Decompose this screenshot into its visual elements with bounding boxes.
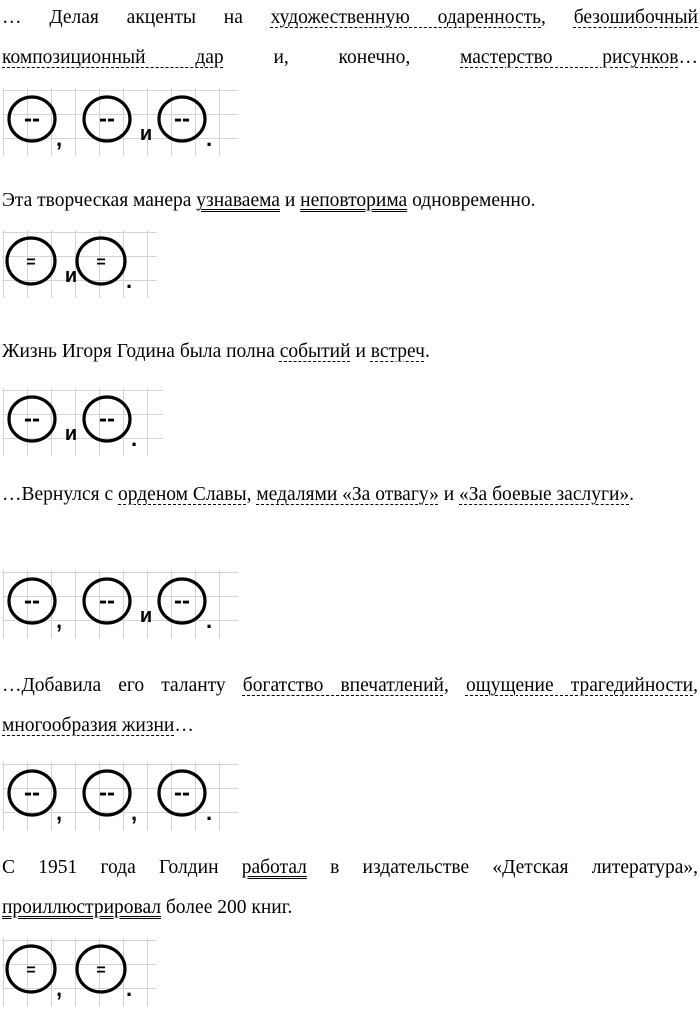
homogeneous-predicate: узнаваема <box>196 190 280 211</box>
sentence-scheme-1 <box>0 86 270 166</box>
text-run: Эта творческая манера <box>2 190 197 211</box>
member-mark: -- <box>99 587 115 615</box>
homogeneous-member: медалями «За отвагу» <box>256 484 439 505</box>
member-mark: -- <box>24 105 40 133</box>
homogeneous-member: орденом Славы <box>118 484 247 505</box>
homogeneous-member: богатство впечатлений <box>242 675 444 696</box>
homogeneous-member: ощущение трагедийности <box>465 675 694 696</box>
text-run: более 200 книг. <box>161 897 293 918</box>
text-run: и <box>438 484 460 505</box>
punctuation-mark: . <box>205 800 213 825</box>
paragraph-1 <box>2 0 698 78</box>
conjunction-mark: и <box>139 123 153 145</box>
punctuation-mark: , <box>130 800 138 825</box>
text-run: , <box>246 484 257 505</box>
homogeneous-member-circle <box>7 946 55 992</box>
member-mark: -- <box>99 405 115 433</box>
sentence-scheme-2 <box>0 228 270 308</box>
paragraph-2 <box>2 181 698 221</box>
scheme-drawing <box>0 228 159 302</box>
homogeneous-member-circle <box>9 579 55 623</box>
member-mark: = <box>96 254 106 271</box>
member-mark: -- <box>24 779 40 807</box>
homogeneous-member: «За боевые заслуги» <box>459 484 630 505</box>
text-run: … <box>678 47 698 68</box>
punctuation-mark: . <box>205 126 213 151</box>
text-run: одновременно. <box>407 190 536 211</box>
homogeneous-member: мастерство рисунков <box>460 47 679 68</box>
member-mark: -- <box>24 405 40 433</box>
conjunction-mark: и <box>139 605 153 627</box>
member-mark: = <box>26 254 36 271</box>
homogeneous-member-circle <box>77 946 125 992</box>
punctuation-mark: . <box>125 976 133 1001</box>
scheme-drawing <box>0 386 165 460</box>
member-mark: -- <box>99 779 115 807</box>
text-run: С 1951 года Голдин <box>2 857 242 878</box>
homogeneous-predicate: проиллюстрировал <box>2 897 162 918</box>
homogeneous-member: художественную одаренность <box>270 7 542 28</box>
punctuation-mark: , <box>55 800 63 825</box>
homogeneous-member: безошибочный композиционный дар <box>2 7 698 68</box>
conjunction-mark: и <box>64 265 78 287</box>
text-run: …Вернулся с <box>2 484 119 505</box>
conjunction-mark: и <box>64 423 78 445</box>
scheme-drawing <box>0 568 240 642</box>
punctuation-mark: . <box>125 268 133 293</box>
text-run: . <box>424 341 430 362</box>
homogeneous-member-circle <box>7 238 55 284</box>
paragraph-6 <box>2 848 698 928</box>
sentence-scheme-4 <box>0 568 270 648</box>
text-run: . <box>629 484 635 505</box>
sentence-scheme-5 <box>0 760 270 840</box>
homogeneous-member: встреч <box>370 341 425 362</box>
text-run: …Добавила его таланту <box>2 675 243 696</box>
punctuation-mark: , <box>55 976 63 1001</box>
sentence-scheme-6 <box>0 936 270 1016</box>
punctuation-mark: , <box>55 608 63 633</box>
sentence-scheme-3 <box>0 386 270 466</box>
text-run: … Делая акценты на <box>2 7 271 28</box>
homogeneous-member-circle <box>77 238 125 284</box>
text-run: , <box>693 675 698 696</box>
scheme-drawing <box>0 86 240 160</box>
homogeneous-predicate: неповторима <box>300 190 408 211</box>
text-run: в издательстве «Детская литература», <box>306 857 698 878</box>
punctuation-mark: . <box>130 426 138 451</box>
paragraph-4 <box>2 475 698 515</box>
homogeneous-member-circle <box>9 397 55 441</box>
member-mark: -- <box>174 779 190 807</box>
homogeneous-member: многообразия жизни <box>2 715 175 736</box>
punctuation-mark: . <box>205 608 213 633</box>
punctuation-mark: , <box>55 126 63 151</box>
text-run: и <box>279 190 301 211</box>
text-run: и, конечно, <box>223 47 461 68</box>
paragraph-5 <box>2 666 698 746</box>
text-run: , <box>541 7 574 28</box>
homogeneous-member-circle <box>159 771 205 815</box>
homogeneous-member: событий <box>279 341 351 362</box>
paragraph-3 <box>2 332 698 372</box>
scheme-drawing <box>0 760 240 834</box>
member-mark: -- <box>99 105 115 133</box>
member-mark: -- <box>174 105 190 133</box>
text-run: , <box>443 675 466 696</box>
homogeneous-member-circle <box>159 97 205 141</box>
text-run: … <box>174 715 194 736</box>
homogeneous-member-circle <box>9 771 55 815</box>
homogeneous-member-circle <box>9 97 55 141</box>
member-mark: -- <box>174 587 190 615</box>
member-mark: = <box>96 962 106 979</box>
homogeneous-predicate: работал <box>241 857 307 878</box>
homogeneous-member-circle <box>159 579 205 623</box>
member-mark: -- <box>24 587 40 615</box>
text-run: Жизнь Игоря Година была полна <box>2 341 280 362</box>
member-mark: = <box>26 962 36 979</box>
scheme-drawing <box>0 936 159 1010</box>
text-run: и <box>350 341 371 362</box>
